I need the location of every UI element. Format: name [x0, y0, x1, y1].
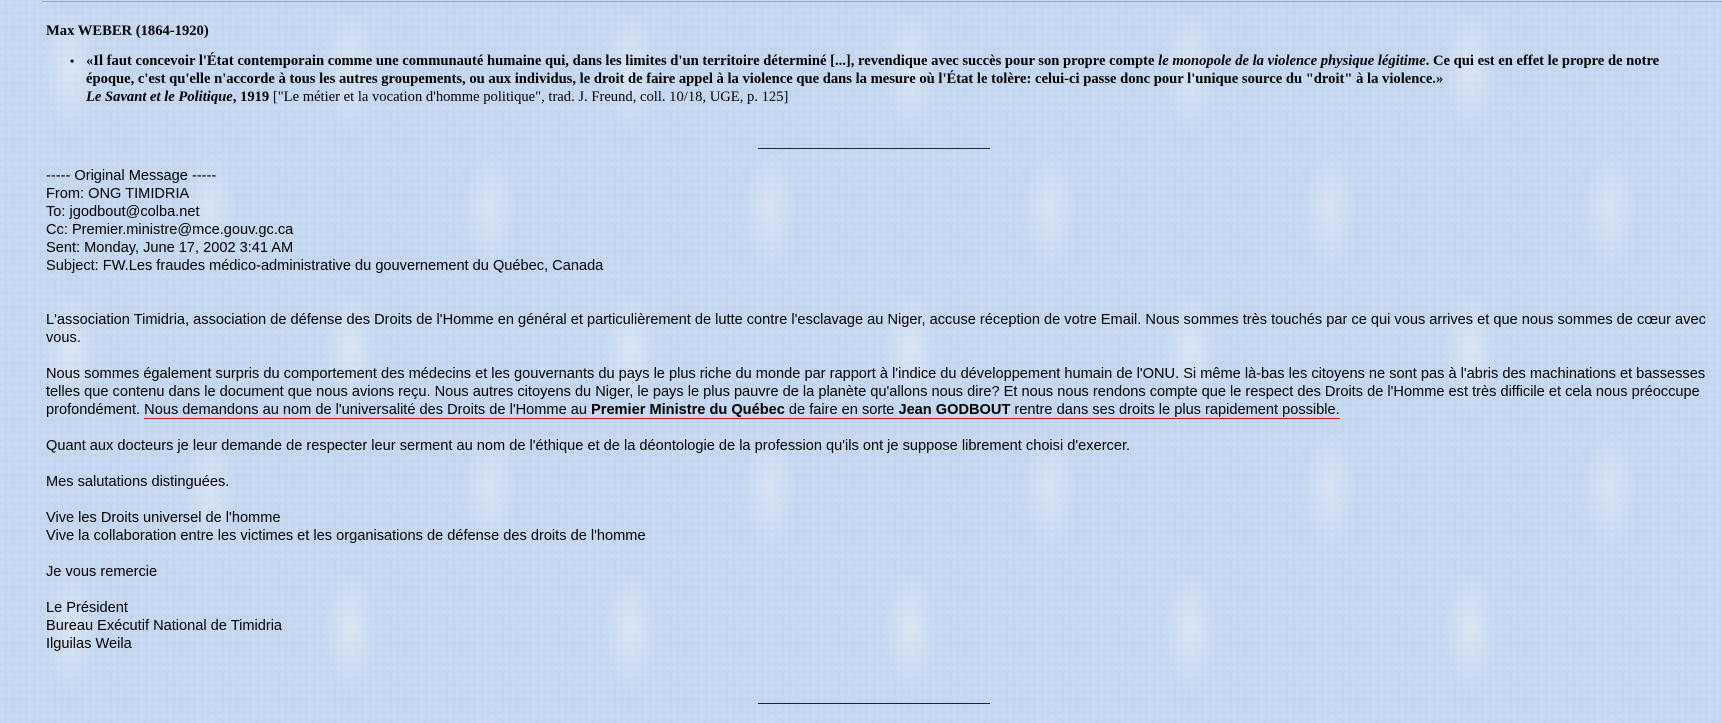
request-text-3: rentre dans ses droits le plus rapidement possible.: [1010, 402, 1340, 418]
bullet-icon: •: [70, 54, 75, 68]
request-text-1: Nous demandons au nom de l'universalité des Droits de l'Homme au: [144, 402, 592, 418]
quote-item: [70, 52, 1706, 106]
email-from: From: ONG TIMIDRIA: [46, 186, 190, 202]
email-body: [46, 167, 1706, 653]
request-jean-godbout: Jean GODBOUT: [898, 402, 1011, 418]
quote-text-emphasis: le monopole de la violence physique légitime: [1158, 53, 1426, 69]
signature-block: [46, 599, 1706, 653]
highlighted-request: [144, 402, 1340, 419]
paragraph-vive: [46, 509, 1706, 545]
horizontal-rule-bottom: [758, 703, 990, 704]
source-year: , 1919: [232, 89, 270, 105]
email-sent: Sent: Monday, June 17, 2002 3:41 AM: [46, 240, 294, 256]
top-divider: [42, 1, 1722, 2]
quote-text: [86, 53, 1659, 87]
signature-name: Ilguilas Weila: [46, 636, 132, 652]
paragraph-concern-text: Nous sommes également surpris du comportement des médecins et les gouvernants du pays le plus riche du monde par rapport à l'indice du développement humain de l'ONU. Si même là-bas les citoyens ne sont pas à l'abris des machinations et bassesses telles que contenu dans le document que nous avions reçu. Nous autres citoyens du Niger, le pays le plus pauvre de la planète qu'allons nous dire? Et nous nous rendons compte que le respect des Droits de l'Homme est très difficile et cela nous préoccupe profondément.: [46, 366, 1706, 418]
email-to: To: jgodbout@colba.net: [46, 204, 200, 220]
paragraph-salutations: Mes salutations distinguées.: [46, 474, 230, 490]
vive-line-1: Vive les Droits universel de l'homme: [46, 510, 281, 526]
paragraph-concern: [46, 365, 1706, 419]
email-cc: Cc: Premier.ministre@mce.gouv.gc.ca: [46, 222, 294, 238]
request-text-2: de faire en sorte: [784, 402, 899, 418]
request-premier-ministre: Premier Ministre du Québec: [591, 402, 785, 418]
email-subject: Subject: FW.Les fraudes médico-administrative du gouvernement du Québec, Canada: [46, 258, 604, 274]
source-title: Le Savant et le Politique: [86, 89, 233, 105]
quote-text-part-2: . Ce qui est en effet le propre de notre époque, c'est qu'elle n'accorde à tous les autres groupements, ou aux individus, le droit de faire appel à la violence que dans la mesure où l'État le tolère: celui-ci passe donc pour l'unique source du "droit" à la violence.»: [86, 53, 1660, 87]
horizontal-rule: [758, 148, 990, 149]
paragraph-thanks: Je vous remercie: [46, 564, 158, 580]
paragraph-doctors: Quant aux docteurs je leur demande de respecter leur serment au nom de l'éthique et de la déontologie de la profession qu'ils ont je suppose librement choisi d'exercer.: [46, 438, 1131, 454]
paragraph-acknowledgement: L'association Timidria, association de défense des Droits de l'Homme en général et particulièrement de lutte contre l'esclavage au Niger, accuse réception de votre Email. Nous sommes très touchés par ce qui vous arrives et que nous sommes de cœur avec vous.: [46, 312, 1706, 346]
quote-author: Max WEBER (1864-1920): [46, 23, 209, 39]
quote-text-part-1: «Il faut concevoir l'État contemporain comme une communauté humaine qui, dans les limites d'un territoire déterminé [...], revendique avec succès pour son propre compte: [86, 53, 1159, 69]
original-message-label: ----- Original Message -----: [46, 168, 217, 184]
signature-title: Le Président: [46, 600, 128, 616]
signature-organization: Bureau Exécutif National de Timidria: [46, 618, 283, 634]
source-reference: ["Le métier et la vocation d'homme politique", trad. J. Freund, coll. 10/18, UGE, p. 125]: [269, 89, 789, 105]
vive-line-2: Vive la collaboration entre les victimes et les organisations de défense des droits de l'homme: [46, 528, 646, 544]
weber-quote-section: [46, 22, 1706, 106]
email-header: [46, 167, 1706, 275]
quote-list: [46, 52, 1706, 106]
